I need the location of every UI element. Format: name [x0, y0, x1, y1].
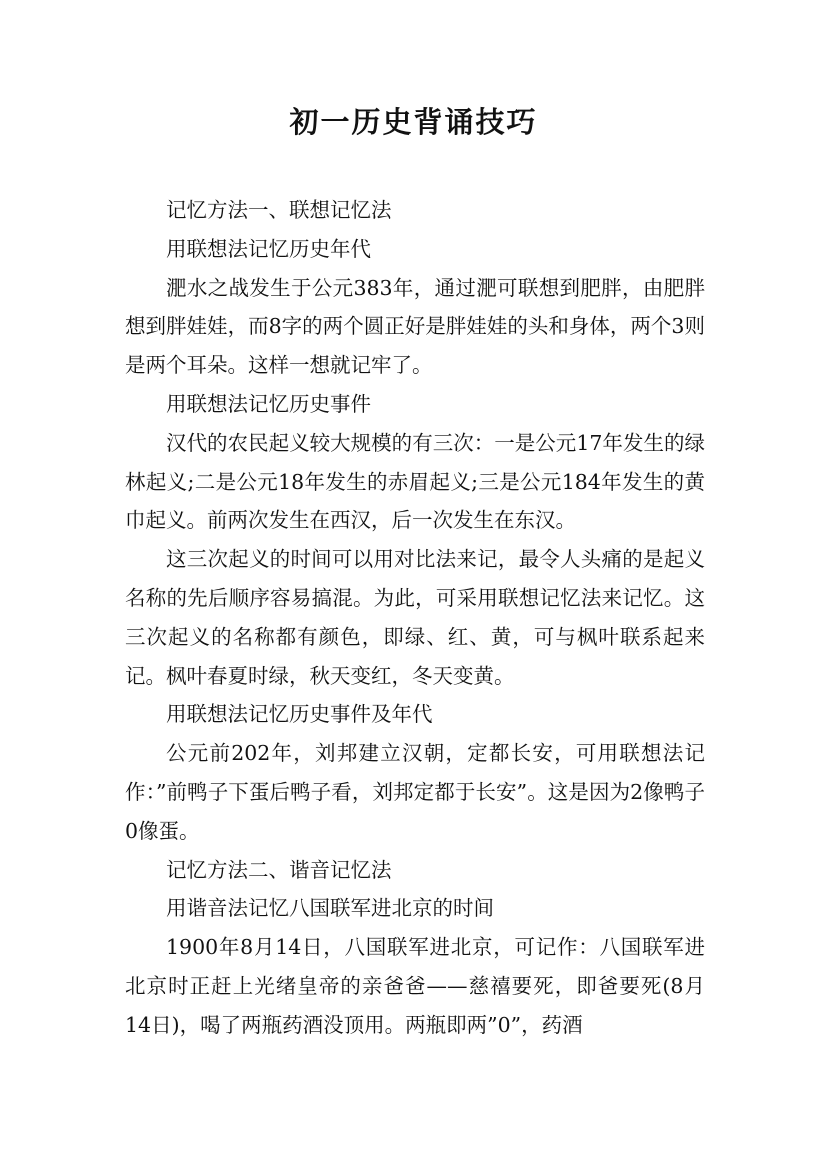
paragraph-eight-nation-alliance: 1900年8月14日，八国联军进北京，可记作：八国联军进北京时正赶上光绪皇帝的亲爸爸——慈禧要死，即爸要死(8月14日)，喝了两瓶药酒没顶用。两瓶即两”0”，药酒	[125, 935, 705, 1037]
subheading-eight-nation: 用谐音法记忆八国联军进北京的时间	[166, 896, 494, 921]
section-heading-method-1: 记忆方法一、联想记忆法	[166, 198, 392, 222]
paragraph-liu-bang: 公元前202年，刘邦建立汉朝，定都长安，可用联想法记作：”前鸭子下蛋后鸭子看，刘邦定都于长安”。这是因为2像鸭子0像蛋。	[125, 741, 705, 843]
subheading-events: 用联想法记忆历史事件	[166, 391, 371, 416]
paragraph-uprising-colors: 这三次起义的时间可以用对比法来记，最令人头痛的是起义名称的先后顺序容易搞混。为此，可采用联想记忆法来记忆。这三次起义的名称都有颜色，即绿、红、黄，可与枫叶联系起来记。枫叶春夏时绿，秋天变红，冬天变黄。	[125, 547, 705, 688]
document-title: 初一历史背诵技巧	[289, 105, 538, 139]
subheading-events-and-dates: 用联想法记忆历史事件及年代	[166, 702, 433, 727]
paragraph-feishui-battle: 淝水之战发生于公元383年，通过淝可联想到肥胖，由肥胖想到胖娃娃，而8字的两个圆正好是胖娃娃的头和身体，两个3则是两个耳朵。这样一想就记牢了。	[125, 275, 705, 378]
document-body	[125, 191, 705, 1045]
subheading-dates: 用联想法记忆历史年代	[166, 236, 371, 261]
paragraph-han-uprisings: 汉代的农民起义较大规模的有三次：一是公元17年发生的绿林起义;二是公元18年发生的赤眉起义;三是公元184年发生的黄巾起义。前两次发生在西汉，后一次发生在东汉。	[125, 430, 705, 533]
section-heading-method-2: 记忆方法二、谐音记忆法	[166, 857, 392, 882]
